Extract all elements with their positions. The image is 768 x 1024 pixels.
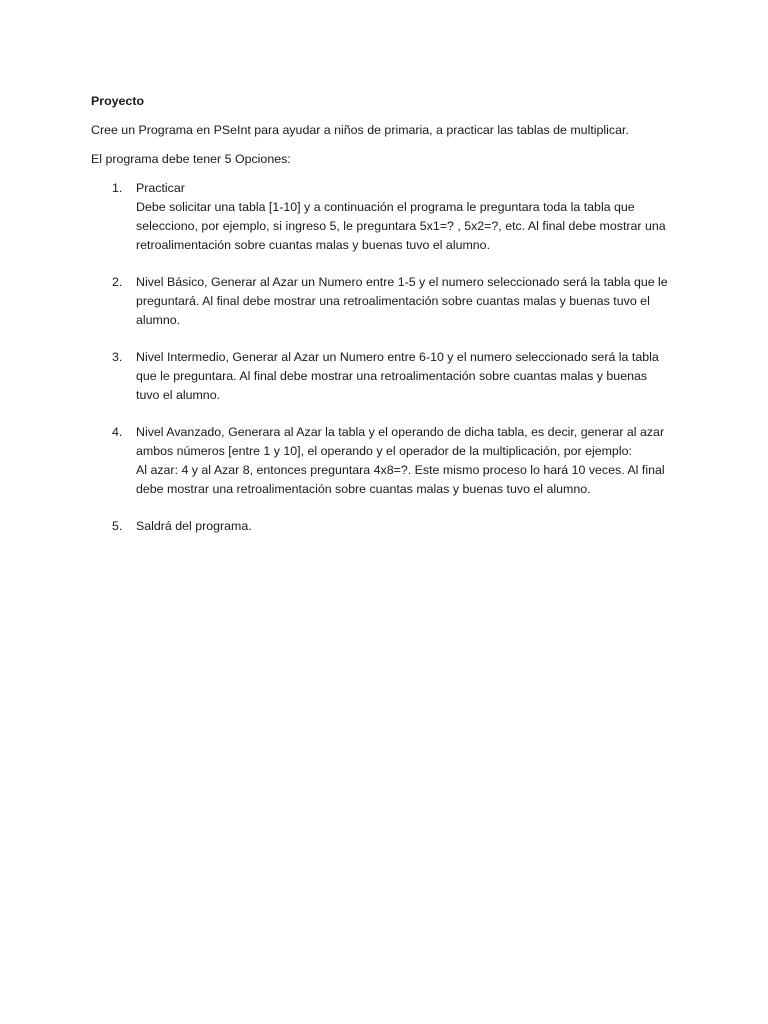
list-item-line: que le preguntara. Al final debe mostrar una retroalimentación sobre cuantas malas y buenas: [136, 369, 648, 383]
list-item-line: Nivel Avanzado, Generara al Azar la tabla y el operando de dicha tabla, es decir, generar al azar: [136, 425, 665, 439]
intro-paragraph: Cree un Programa en PSeInt para ayudar a niños de primaria, a practicar las tablas de multiplicar.: [91, 123, 629, 137]
list-item-number: 4.: [112, 425, 123, 439]
list-item-line: preguntará. Al final debe mostrar una retroalimentación sobre cuantas malas y buenas tuvo el: [136, 294, 650, 308]
list-item-line: tuvo el alumno.: [136, 388, 221, 402]
list-item-number: 3.: [112, 350, 123, 364]
document-title: Proyecto: [91, 94, 145, 108]
list-item-line: Al azar: 4 y al Azar 8, entonces preguntara 4x8=?. Este mismo proceso lo hará 10 veces. Al final: [136, 463, 665, 477]
list-item-line: alumno.: [136, 313, 181, 327]
list-item-number: 2.: [112, 275, 123, 289]
list-item-line: debe mostrar una retroalimentación sobre cuantas malas y buenas tuvo el alumno.: [136, 482, 591, 496]
list-item-line: Saldrá del programa.: [136, 519, 252, 533]
list-item-line: ambos números [entre 1 y 10], el operando y el operador de la multiplicación, por ejemplo:: [136, 444, 632, 458]
list-item: [91, 179, 691, 255]
list-item-number: 5.: [112, 519, 123, 533]
list-item: [91, 423, 691, 499]
options-heading: El programa debe tener 5 Opciones:: [91, 152, 291, 166]
document-page: [91, 92, 691, 554]
list-item-line: Debe solicitar una tabla [1-10] y a continuación el programa le preguntara toda la tabla que: [136, 200, 635, 214]
list-item-number: 1.: [112, 181, 123, 195]
list-item: [91, 273, 691, 330]
list-item-line: Practicar: [136, 181, 185, 195]
list-item-line: Nivel Básico, Generar al Azar un Numero entre 1-5 y el numero seleccionado será la tabla que le: [136, 275, 668, 289]
list-item: [91, 348, 691, 405]
list-item: [91, 517, 691, 536]
list-item-line: retroalimentación sobre cuantas malas y buenas tuvo el alumno.: [136, 238, 491, 252]
list-item-line: Nivel Intermedio, Generar al Azar un Numero entre 6-10 y el numero seleccionado será la tabla: [136, 350, 659, 364]
list-item-line: selecciono, por ejemplo, si ingreso 5, le preguntara 5x1=? , 5x2=?, etc. Al final debe mostrar una: [136, 219, 666, 233]
options-list: [91, 179, 691, 536]
